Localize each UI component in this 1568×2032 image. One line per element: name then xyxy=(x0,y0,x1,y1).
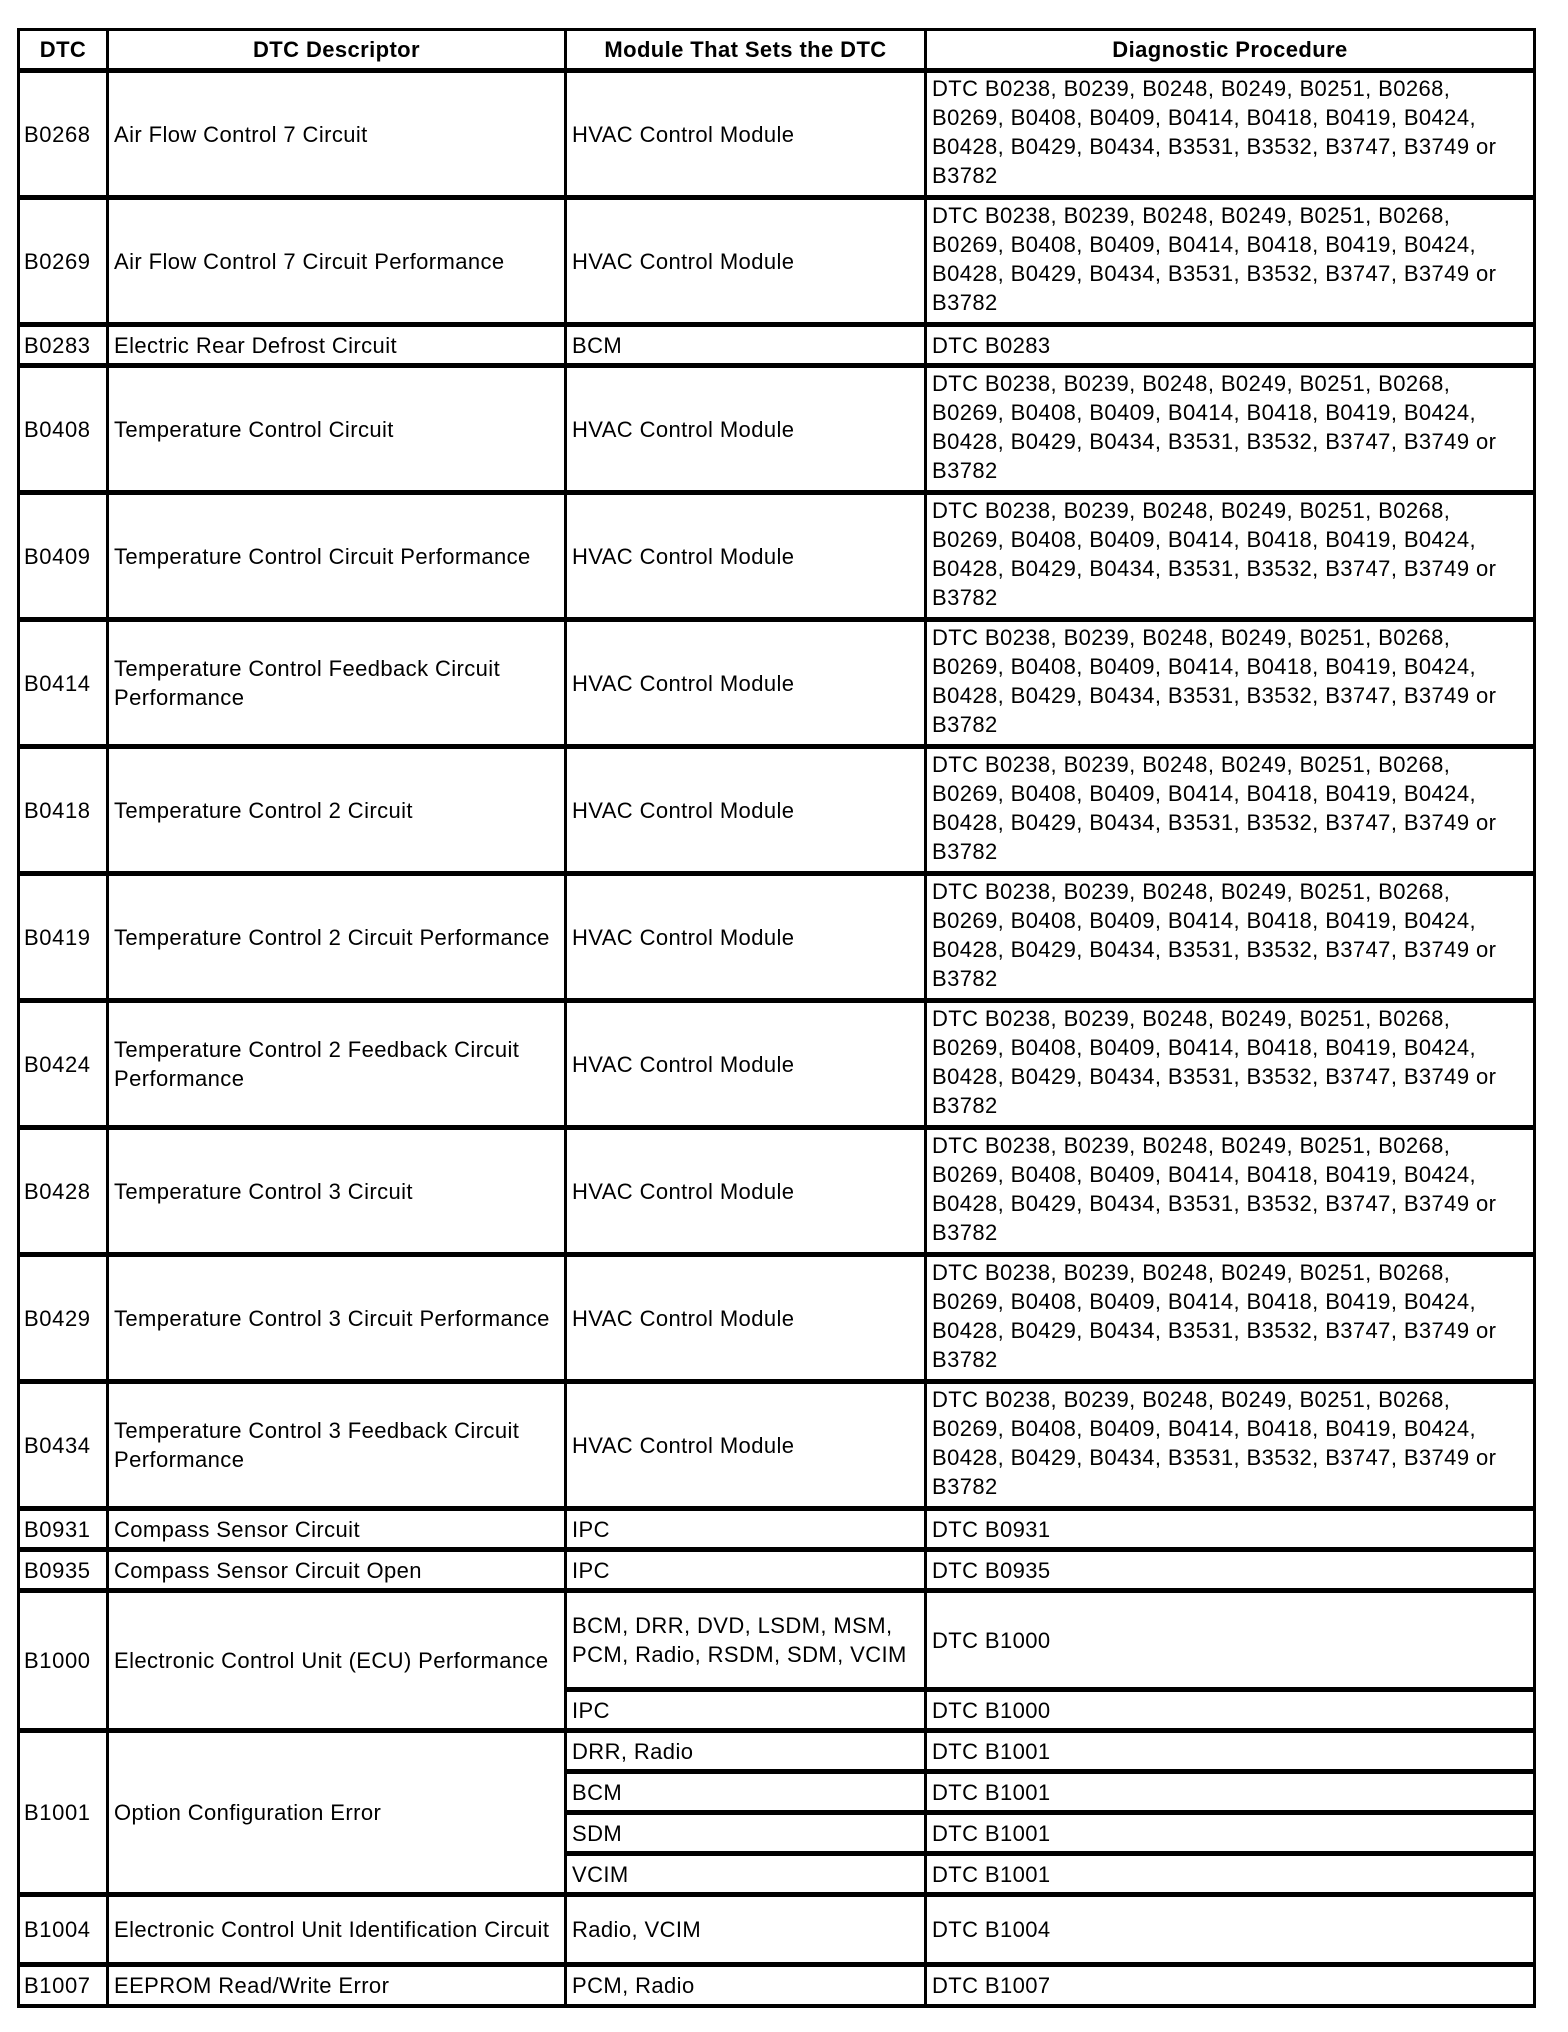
column-header-procedure: Diagnostic Procedure xyxy=(926,30,1535,71)
table-row xyxy=(19,325,1535,366)
table-row xyxy=(19,1895,1535,1965)
setting-module: HVAC Control Module xyxy=(566,1382,926,1509)
dtc-code: B0931 xyxy=(19,1509,108,1550)
dtc-descriptor: Air Flow Control 7 Circuit Performance xyxy=(108,198,566,325)
setting-module: IPC xyxy=(566,1690,926,1731)
diagnostic-procedure: DTC B1000 xyxy=(926,1690,1535,1731)
setting-module: HVAC Control Module xyxy=(566,1255,926,1382)
diagnostic-procedure: DTC B0238, B0239, B0248, B0249, B0251, B0268, B0269, B0408, B0409, B0414, B0418, B0419, B0424, B0428, B0429, B0434, B3531, B3532, B3747, B3749 or B3782 xyxy=(926,1382,1535,1509)
dtc-descriptor: Temperature Control 3 Circuit Performance xyxy=(108,1255,566,1382)
dtc-descriptor: Temperature Control 2 Feedback Circuit Performance xyxy=(108,1001,566,1128)
diagnostic-procedure: DTC B0238, B0239, B0248, B0249, B0251, B0268, B0269, B0408, B0409, B0414, B0418, B0419, B0424, B0428, B0429, B0434, B3531, B3532, B3747, B3749 or B3782 xyxy=(926,747,1535,874)
dtc-descriptor: Electronic Control Unit (ECU) Performance xyxy=(108,1591,566,1731)
column-header-module: Module That Sets the DTC xyxy=(566,30,926,71)
dtc-descriptor: Temperature Control 3 Feedback Circuit Performance xyxy=(108,1382,566,1509)
diagnostic-procedure: DTC B0238, B0239, B0248, B0249, B0251, B0268, B0269, B0408, B0409, B0414, B0418, B0419, B0424, B0428, B0429, B0434, B3531, B3532, B3747, B3749 or B3782 xyxy=(926,620,1535,747)
table-header-row xyxy=(19,30,1535,71)
setting-module: HVAC Control Module xyxy=(566,620,926,747)
table-row xyxy=(19,747,1535,874)
setting-module: IPC xyxy=(566,1550,926,1591)
dtc-code: B0428 xyxy=(19,1128,108,1255)
table-row xyxy=(19,1128,1535,1255)
dtc-code: B1000 xyxy=(19,1591,108,1731)
table-row xyxy=(19,1001,1535,1128)
setting-module: HVAC Control Module xyxy=(566,874,926,1001)
diagnostic-procedure: DTC B1001 xyxy=(926,1854,1535,1895)
dtc-descriptor: Electric Rear Defrost Circuit xyxy=(108,325,566,366)
table-row xyxy=(19,1731,1535,1772)
table-row xyxy=(19,620,1535,747)
table-row xyxy=(19,1255,1535,1382)
dtc-code: B0424 xyxy=(19,1001,108,1128)
diagnostic-procedure: DTC B0238, B0239, B0248, B0249, B0251, B0268, B0269, B0408, B0409, B0414, B0418, B0419, B0424, B0428, B0429, B0434, B3531, B3532, B3747, B3749 or B3782 xyxy=(926,366,1535,493)
table-row xyxy=(19,198,1535,325)
setting-module: HVAC Control Module xyxy=(566,1128,926,1255)
diagnostic-procedure: DTC B1001 xyxy=(926,1813,1535,1854)
table-row xyxy=(19,1591,1535,1690)
diagnostic-procedure: DTC B0931 xyxy=(926,1509,1535,1550)
setting-module: PCM, Radio xyxy=(566,1965,926,2006)
dtc-descriptor: Temperature Control 2 Circuit xyxy=(108,747,566,874)
dtc-code: B0935 xyxy=(19,1550,108,1591)
setting-module: HVAC Control Module xyxy=(566,747,926,874)
dtc-descriptor: Temperature Control Circuit Performance xyxy=(108,493,566,620)
dtc-code: B0269 xyxy=(19,198,108,325)
table-row xyxy=(19,1550,1535,1591)
setting-module: HVAC Control Module xyxy=(566,198,926,325)
diagnostic-procedure: DTC B0238, B0239, B0248, B0249, B0251, B0268, B0269, B0408, B0409, B0414, B0418, B0419, B0424, B0428, B0429, B0434, B3531, B3532, B3747, B3749 or B3782 xyxy=(926,1001,1535,1128)
table-row xyxy=(19,1509,1535,1550)
dtc-descriptor: Electronic Control Unit Identification Circuit xyxy=(108,1895,566,1965)
dtc-descriptor: Temperature Control Feedback Circuit Performance xyxy=(108,620,566,747)
dtc-descriptor: EEPROM Read/Write Error xyxy=(108,1965,566,2006)
diagnostic-procedure: DTC B0238, B0239, B0248, B0249, B0251, B0268, B0269, B0408, B0409, B0414, B0418, B0419, B0424, B0428, B0429, B0434, B3531, B3532, B3747, B3749 or B3782 xyxy=(926,493,1535,620)
dtc-code: B0283 xyxy=(19,325,108,366)
setting-module: BCM xyxy=(566,325,926,366)
setting-module: IPC xyxy=(566,1509,926,1550)
dtc-code: B0429 xyxy=(19,1255,108,1382)
diagnostic-procedure: DTC B0238, B0239, B0248, B0249, B0251, B0268, B0269, B0408, B0409, B0414, B0418, B0419, B0424, B0428, B0429, B0434, B3531, B3532, B3747, B3749 or B3782 xyxy=(926,1255,1535,1382)
diagnostic-procedure: DTC B0283 xyxy=(926,325,1535,366)
dtc-table xyxy=(17,28,1536,2008)
diagnostic-procedure: DTC B1007 xyxy=(926,1965,1535,2006)
diagnostic-procedure: DTC B0238, B0239, B0248, B0249, B0251, B0268, B0269, B0408, B0409, B0414, B0418, B0419, B0424, B0428, B0429, B0434, B3531, B3532, B3747, B3749 or B3782 xyxy=(926,198,1535,325)
table-row xyxy=(19,874,1535,1001)
diagnostic-procedure: DTC B0238, B0239, B0248, B0249, B0251, B0268, B0269, B0408, B0409, B0414, B0418, B0419, B0424, B0428, B0429, B0434, B3531, B3532, B3747, B3749 or B3782 xyxy=(926,874,1535,1001)
diagnostic-procedure: DTC B1001 xyxy=(926,1772,1535,1813)
dtc-code: B0419 xyxy=(19,874,108,1001)
column-header-descriptor: DTC Descriptor xyxy=(108,30,566,71)
table-row xyxy=(19,366,1535,493)
setting-module: BCM, DRR, DVD, LSDM, MSM, PCM, Radio, RSDM, SDM, VCIM xyxy=(566,1591,926,1690)
dtc-code: B0408 xyxy=(19,366,108,493)
dtc-descriptor: Air Flow Control 7 Circuit xyxy=(108,71,566,198)
table-row xyxy=(19,71,1535,198)
dtc-descriptor: Temperature Control 3 Circuit xyxy=(108,1128,566,1255)
diagnostic-procedure: DTC B1001 xyxy=(926,1731,1535,1772)
dtc-code: B0418 xyxy=(19,747,108,874)
table-row xyxy=(19,1965,1535,2006)
dtc-descriptor: Compass Sensor Circuit xyxy=(108,1509,566,1550)
dtc-code: B1007 xyxy=(19,1965,108,2006)
dtc-descriptor: Option Configuration Error xyxy=(108,1731,566,1895)
diagnostic-procedure: DTC B1000 xyxy=(926,1591,1535,1690)
dtc-descriptor: Compass Sensor Circuit Open xyxy=(108,1550,566,1591)
setting-module: HVAC Control Module xyxy=(566,493,926,620)
dtc-code: B0414 xyxy=(19,620,108,747)
diagnostic-procedure: DTC B0238, B0239, B0248, B0249, B0251, B0268, B0269, B0408, B0409, B0414, B0418, B0419, B0424, B0428, B0429, B0434, B3531, B3532, B3747, B3749 or B3782 xyxy=(926,71,1535,198)
setting-module: HVAC Control Module xyxy=(566,71,926,198)
dtc-code: B0268 xyxy=(19,71,108,198)
dtc-descriptor: Temperature Control Circuit xyxy=(108,366,566,493)
column-header-dtc: DTC xyxy=(19,30,108,71)
table-row xyxy=(19,1382,1535,1509)
dtc-code: B0434 xyxy=(19,1382,108,1509)
setting-module: VCIM xyxy=(566,1854,926,1895)
diagnostic-procedure: DTC B1004 xyxy=(926,1895,1535,1965)
setting-module: DRR, Radio xyxy=(566,1731,926,1772)
setting-module: Radio, VCIM xyxy=(566,1895,926,1965)
setting-module: BCM xyxy=(566,1772,926,1813)
dtc-descriptor: Temperature Control 2 Circuit Performance xyxy=(108,874,566,1001)
setting-module: HVAC Control Module xyxy=(566,1001,926,1128)
setting-module: HVAC Control Module xyxy=(566,366,926,493)
dtc-code: B1001 xyxy=(19,1731,108,1895)
dtc-code: B1004 xyxy=(19,1895,108,1965)
diagnostic-procedure: DTC B0238, B0239, B0248, B0249, B0251, B0268, B0269, B0408, B0409, B0414, B0418, B0419, B0424, B0428, B0429, B0434, B3531, B3532, B3747, B3749 or B3782 xyxy=(926,1128,1535,1255)
setting-module: SDM xyxy=(566,1813,926,1854)
diagnostic-procedure: DTC B0935 xyxy=(926,1550,1535,1591)
dtc-code: B0409 xyxy=(19,493,108,620)
table-row xyxy=(19,493,1535,620)
